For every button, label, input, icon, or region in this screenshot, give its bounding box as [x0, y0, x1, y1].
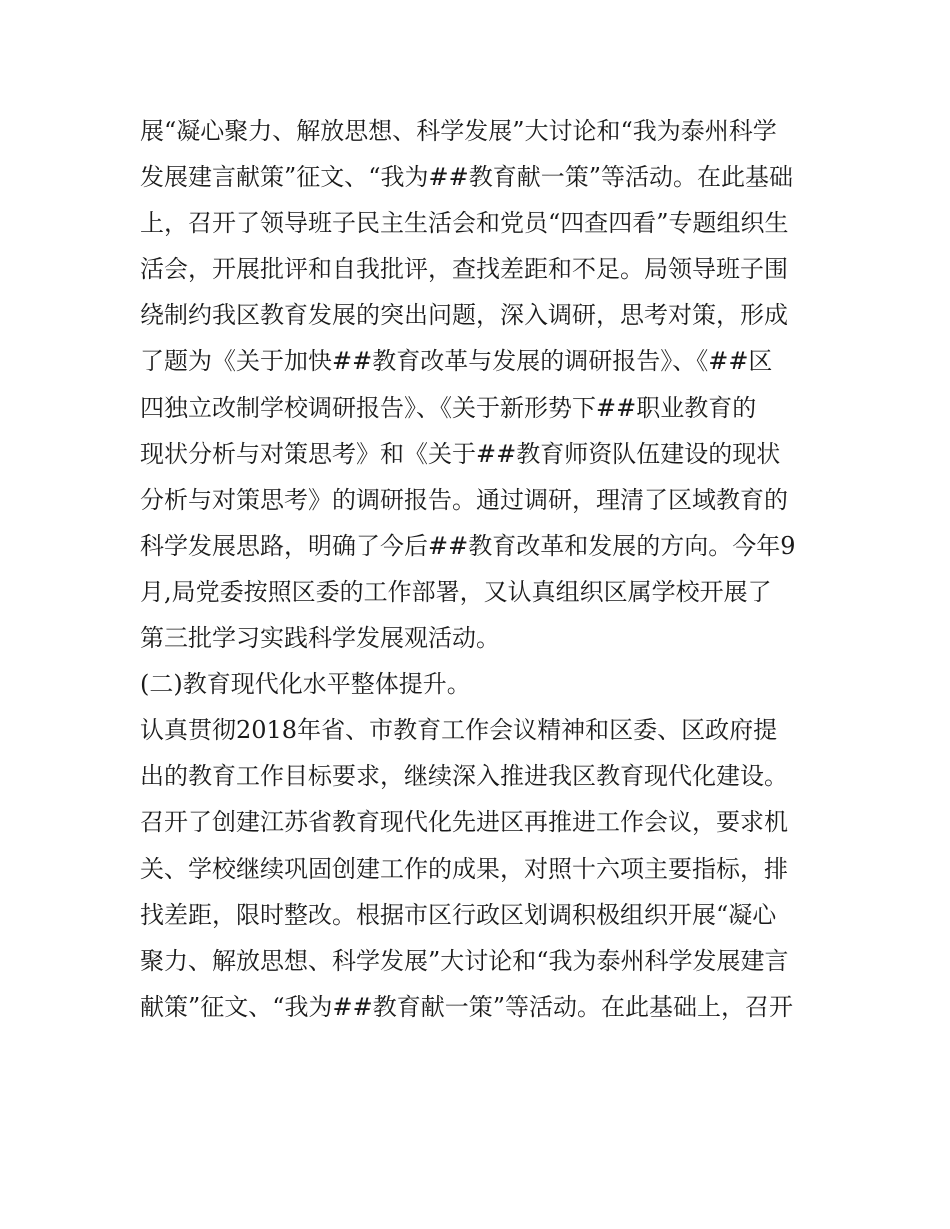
text-line: 聚力、解放思想、科学发展”大讨论和“我为泰州科学发展建言	[140, 946, 789, 975]
text-line: 献策”征文、“我为##教育献一策”等活动。在此基础上，召开	[140, 992, 794, 1021]
text-line: 召开了创建江苏省教育现代化先进区再推进工作会议，要求机	[140, 808, 788, 837]
text-line: 现状分析与对策思考》和《关于##教育师资队伍建设的现状	[140, 439, 781, 468]
text-line: 找差距，限时整改。根据市区行政区划调积极组织开展“凝心	[140, 900, 777, 929]
text-line: 了题为《关于加快##教育改革与发展的调研报告》、《##区	[140, 347, 773, 376]
text-line: 发展建言献策”征文、“我为##教育献一策”等活动。在此基础	[140, 163, 794, 192]
text-line: 出的教育工作目标要求，继续深入推进我区教育现代化建设。	[140, 762, 788, 791]
text-line: 展“凝心聚力、解放思想、科学发展”大讨论和“我为泰州科学	[140, 117, 777, 145]
text-line: 科学发展思路，明确了今后##教育改革和发展的方向。今年9	[140, 531, 796, 560]
text-line: 认真贯彻2018年省、市教育工作会议精神和区委、区政府提	[140, 716, 778, 745]
text-line: 四独立改制学校调研报告》、《关于新形势下##职业教育的	[140, 393, 757, 422]
text-line: 活会，开展批评和自我批评，查找差距和不足。局领导班子围	[140, 255, 788, 284]
text-line: 绕制约我区教育发展的突出问题，深入调研，思考对策，形成	[140, 301, 788, 330]
text-line: 第三批学习实践科学发展观活动。	[140, 624, 500, 653]
text-line: 月,局党委按照区委的工作部署，又认真组织区属学校开展了	[140, 577, 772, 606]
text-line: 上，召开了领导班子民主生活会和党员“四查四看”专题组织生	[140, 209, 789, 238]
text-line: 分析与对策思考》的调研报告。通过调研，理清了区域教育的	[140, 485, 788, 514]
document-body	[140, 108, 820, 1030]
section-heading: (二)教育现代化水平整体提升。	[140, 670, 471, 699]
text-line: 关、学校继续巩固创建工作的成果，对照十六项主要指标，排	[140, 854, 788, 883]
